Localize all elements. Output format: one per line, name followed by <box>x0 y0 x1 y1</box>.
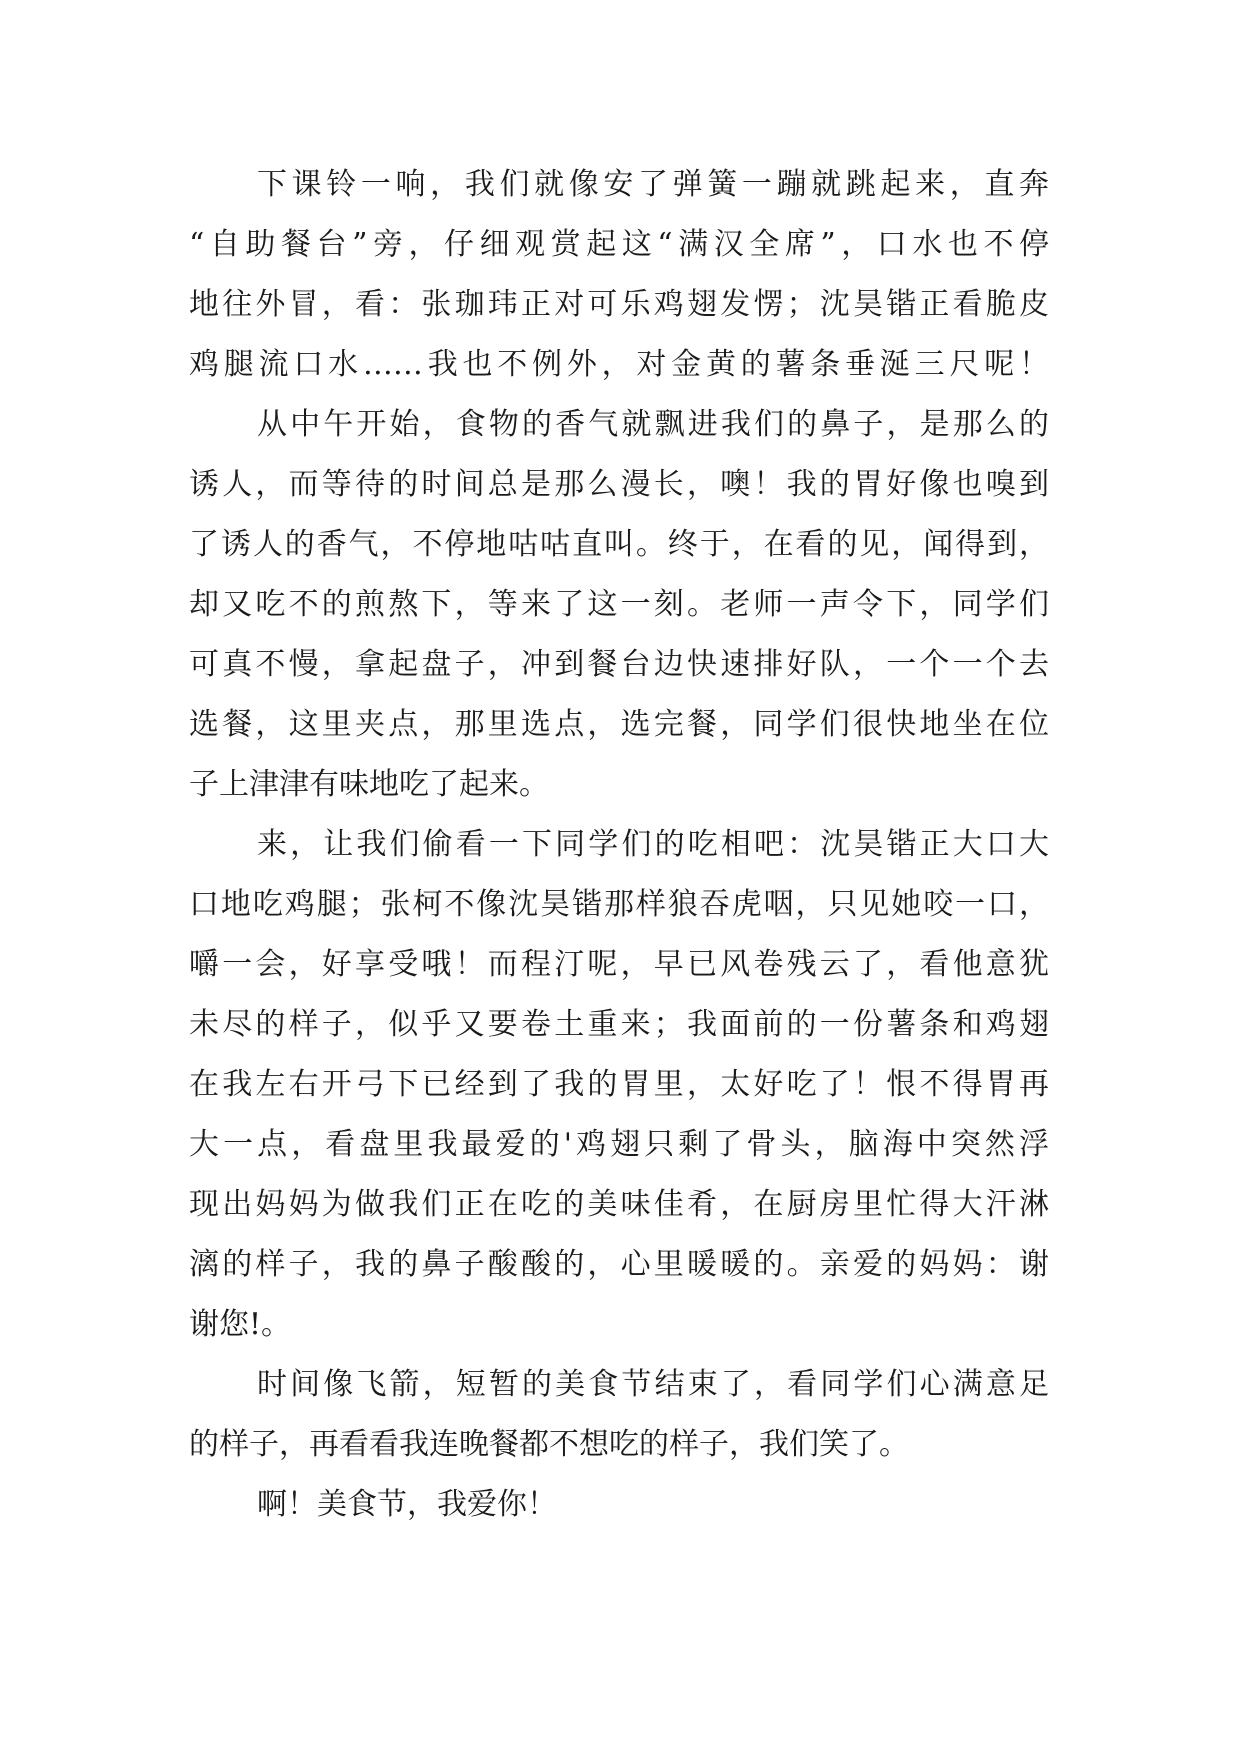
text-line: 子上津津有味地吃了起来。 <box>189 767 549 802</box>
text-line: 未尽的样子，似乎又要卷土重来；我面前的一份薯条和鸡翅 <box>189 1007 1049 1042</box>
text-line: 来，让我们偷看一下同学们的吃相吧：沈昊锴正大口大 <box>257 827 1049 862</box>
text-line: 鸡腿流口水……我也不例外，对金黄的薯条垂涎三尺呢！ <box>189 347 1049 382</box>
text-line: 选餐，这里夹点，那里选点，选完餐，同学们很快地坐在位 <box>189 707 1049 742</box>
text-line: 地往外冒，看：张珈玮正对可乐鸡翅发愣；沈昊锴正看脆皮 <box>189 287 1049 322</box>
text-line: 现出妈妈为做我们正在吃的美味佳肴，在厨房里忙得大汗淋 <box>189 1187 1049 1222</box>
text-line: 啊！美食节，我爱你！ <box>257 1487 557 1522</box>
text-line: 了诱人的香气，不停地咕咕直叫。终于，在看的见，闻得到， <box>189 527 1049 562</box>
text-line: 漓的样子，我的鼻子酸酸的，心里暖暖的。亲爱的妈妈：谢 <box>189 1247 1049 1282</box>
text-line: 可真不慢，拿起盘子，冲到餐台边快速排好队，一个一个去 <box>189 647 1049 682</box>
text-line: 大一点，看盘里我最爱的'鸡翅只剩了骨头，脑海中突然浮 <box>189 1127 1049 1162</box>
paragraph-2 <box>189 395 1049 815</box>
paragraph-5 <box>189 1475 1049 1535</box>
paragraph-1 <box>189 155 1049 395</box>
text-line: 谢您!。 <box>189 1307 292 1342</box>
text-line: 的样子，再看看我连晚餐都不想吃的样子，我们笑了。 <box>189 1427 909 1462</box>
essay-body <box>189 155 1049 1535</box>
text-line: 从中午开始，食物的香气就飘进我们的鼻子，是那么的 <box>257 407 1049 442</box>
text-line: 诱人，而等待的时间总是那么漫长，噢！我的胃好像也嗅到 <box>189 467 1049 502</box>
text-line: 下课铃一响，我们就像安了弹簧一蹦就跳起来，直奔 <box>257 167 1049 202</box>
text-line: “自助餐台”旁，仔细观赏起这“满汉全席”，口水也不停 <box>189 227 1049 262</box>
text-line: 在我左右开弓下已经到了我的胃里，太好吃了！恨不得胃再 <box>189 1067 1049 1102</box>
text-line: 时间像飞箭，短暂的美食节结束了，看同学们心满意足 <box>257 1367 1049 1402</box>
paragraph-4 <box>189 1355 1049 1475</box>
text-line: 嚼一会，好享受哦！而程汀呢，早已风卷残云了，看他意犹 <box>189 947 1049 982</box>
paragraph-3 <box>189 815 1049 1355</box>
text-line: 却又吃不的煎熬下，等来了这一刻。老师一声令下，同学们 <box>189 587 1049 622</box>
text-line: 口地吃鸡腿；张柯不像沈昊锴那样狼吞虎咽，只见她咬一口， <box>189 887 1049 922</box>
